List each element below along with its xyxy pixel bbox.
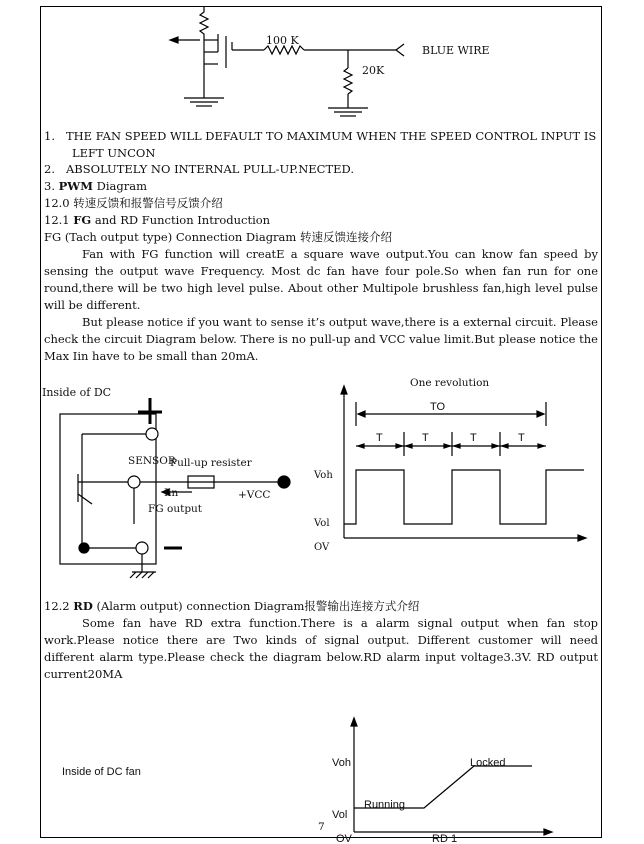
blue-wire-label: BLUE WIRE [422,44,490,57]
section-12-2-rest: (Alarm output) connection Diagram报警输出连接方式介绍 [92,599,420,613]
section-12-1-rest: and RD Function Introduction [91,213,271,227]
section-12-1-heading [44,212,270,228]
rd-paragraph: Some fan have RD extra function.There is a alarm signal output when fan stop work.Please notice there are Two kinds of signal output. Different customer will need different alarm type.Please check the diagram below.RD alarm input voltage3.3V. RD output current20MA [44,616,598,681]
note-1-num: 1. [44,129,55,143]
resistor-20k-label: 20K [362,64,385,77]
note-2 [44,161,354,177]
rd-1-label: RD 1 [432,833,458,844]
rd-ov-label: OV [336,833,352,844]
t-label-1: T [376,432,383,444]
note-1-cont: LEFT UNCON [72,146,156,160]
fg-waveform-diagram [310,372,596,552]
section-12-1-prefix: 12.1 [44,213,74,227]
section-12-2-prefix: 12.2 [44,599,74,613]
section-3-prefix: 3. [44,179,59,193]
sensor-label: SENSOR [128,455,176,467]
section-3-heading [44,178,147,194]
rd-diagram [56,712,596,844]
section-12-1-bold: FG [73,213,92,227]
page-number: 7 [318,821,325,833]
section-12-0-heading: 12.0 转速反馈和报警信号反馈介绍 [44,196,223,210]
resistor-100k-label: 100 K [266,34,299,47]
one-revolution-label: One revolution [410,377,490,389]
note-1 [44,128,596,144]
rd-inside-label: Inside of DC fan [62,766,141,778]
pullup-label: Pull-up resister [170,457,252,469]
fg-paragraph-1: Fan with FG function will creatE a square wave output.You can know fan speed by sensing the output wave Frequency. Most dc fan have four pole.So when fan run for one round,there will be two high level pulse. About other Multipole brushless fan,high level pulse will be different. [44,247,598,312]
section-12-2-heading [44,598,419,614]
note-2-text: ABSOLUTELY NO INTERNAL PULL-UP.NECTED. [65,162,354,176]
rd-vol-label: Vol [332,809,348,821]
t-label-3: T [470,432,477,444]
rd-running-label: Running [364,799,405,811]
note-1-text: THE FAN SPEED WILL DEFAULT TO MAXIMUM WHEN THE SPEED CONTROL INPUT IS [65,129,597,143]
note-2-num: 2. [44,162,55,176]
rd-voh-label: Voh [332,757,351,769]
top-circuit-diagram [160,6,520,124]
t-label-2: T [422,432,429,444]
inside-dc-label: Inside of DC [42,386,112,399]
fg-connection-line: FG (Tach output type) Connection Diagram 转速反馈连接介绍 [44,230,392,244]
vcc-label: +VCC [238,489,271,501]
fg-circuit-diagram [42,378,312,590]
fg-output-label: FG output [148,503,203,515]
section-3-bold: PWM [58,179,93,193]
iin-label: Iin [164,487,179,499]
t-label-4: T [518,432,525,444]
section-12-2-bold: RD [73,599,93,613]
section-3-rest: Diagram [92,179,147,193]
ov-label: OV [314,542,330,552]
to-label: TO [430,401,446,413]
fg-paragraph-2: But please notice if you want to sense it’s output wave,there is a external circuit. Please check the circuit Diagram below. There is no pull-up and VCC value limit.But please notice the Max Iin have to be small than 20mA. [44,315,598,363]
voh-label: Voh [314,470,333,481]
vol-label: Vol [314,518,330,529]
rd-locked-label: Locked [470,757,506,769]
